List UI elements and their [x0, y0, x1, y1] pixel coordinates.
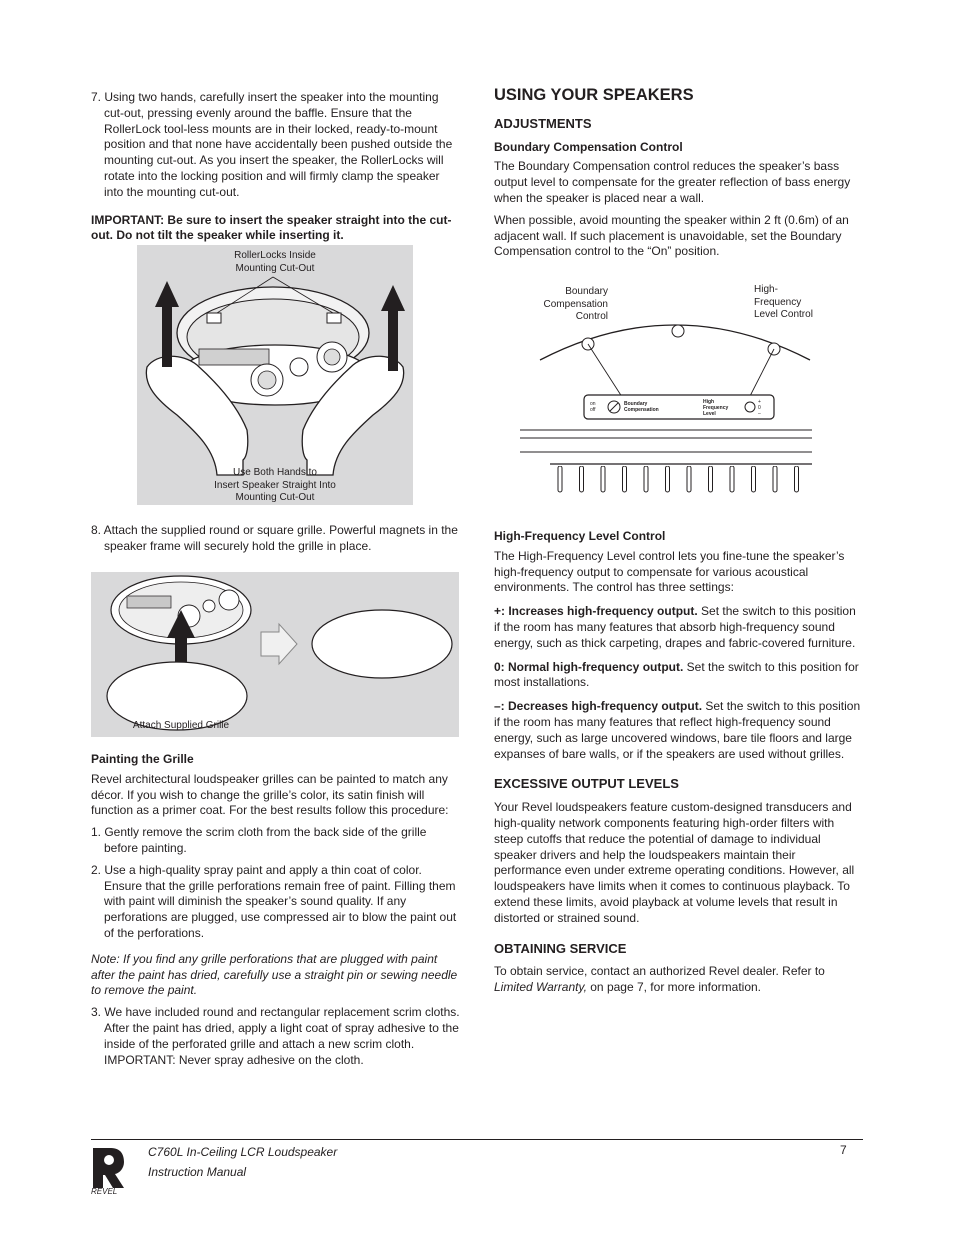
- hf-intro: The High-Frequency Level control lets you fine-tune the speaker’s high-frequency output to compensate for various acoustical environments. The control has three settings:: [494, 548, 845, 595]
- diag-boundary-label-text: Boundary Compensation Control: [543, 286, 608, 322]
- painting-intro: Revel architectural loudspeaker grilles can be painted to match any décor. If you wish to change the grille’s color, its satin finish will function as a primer coat. For the best results follow this procedure:: [91, 771, 449, 818]
- fig2-label: Attach Supplied Grille: [132, 720, 230, 731]
- paint-step-2: 2. Use a high-quality spray paint and apply a thin coat of color. Ensure that the grille perforations remain free of paint. Filling them with paint will diminish the speaker’s sound quality. If any perforations are plugged, use compressed air to blow the paint out of the perforations.: [91, 862, 457, 940]
- right-column: [494, 88, 864, 266]
- footer-manual: Instruction Manual: [148, 1165, 247, 1179]
- panel-plus: +: [758, 399, 761, 405]
- fig1-bottom-label-text: Use Both Hands to Insert Speaker Straight Into Mounting Cut-Out: [214, 467, 336, 503]
- panel-on-off: [590, 401, 596, 413]
- painting-heading: Painting the Grille: [91, 752, 194, 766]
- page-number: 7: [840, 1143, 847, 1157]
- service-heading: OBTAINING SERVICE: [494, 940, 627, 956]
- hf-zero-text: Set the switch to this position for most installations.: [494, 659, 859, 690]
- diag-hf-label: [754, 284, 824, 322]
- painting-section: [91, 752, 461, 1074]
- attach-grille-illustration: [91, 572, 459, 737]
- panel-zero: 0: [758, 405, 761, 411]
- hf-plus-text: Set the switch to this position if the room has many features that absorb high-frequency sound energy, such as thick carpeting, drapes and fabric-covered furniture.: [494, 604, 856, 650]
- insert-speaker-illustration: [137, 245, 413, 505]
- hf-zero: [494, 660, 864, 692]
- left-column: [91, 90, 461, 250]
- service-text-pre: To obtain service, contact an authorized Revel dealer. Refer to: [494, 964, 825, 979]
- panel-boundary-text: Boundary Compensation: [624, 401, 659, 413]
- figure-insert-speaker: [137, 245, 413, 505]
- excessive-heading: EXCESSIVE OUTPUT LEVELS: [494, 776, 679, 792]
- fig1-bottom-label: [177, 467, 373, 505]
- panel-high-text: High Frequency Level: [703, 399, 729, 417]
- hf-minus-label: –: Decreases high-frequency output.: [494, 699, 703, 714]
- excessive-text: Your Revel loudspeakers feature custom-designed transducers and high-quality network components featuring high-order filters with steep cutoffs that reduce the potential of damage to individual speaker drivers and help the loudspeakers maintain their performance even under extreme operating conditions. However, all loudspeakers have limits when it comes to continuous playback. To extend these limits, avoid playback at volume levels that result in distorted or strained sound.: [494, 800, 855, 925]
- figure-attach-grille: [91, 572, 459, 737]
- left-column-step8: [91, 523, 461, 561]
- section-title: USING YOUR SPEAKERS: [494, 86, 694, 104]
- hf-plus: [494, 604, 864, 651]
- step-8: 8. Attach the supplied round or square grille. Powerful magnets in the speaker frame will securely hold the grille in place.: [91, 523, 458, 553]
- adjustments-heading: ADJUSTMENTS: [494, 115, 592, 131]
- paint-step-3: 3. We have included round and rectangular replacement scrim cloths. After the paint has dried, apply a light coat of spray adhesive to the inside of the perforated grille and attach a new scrim cloth. IMPORTANT: Never spray adhesive on the cloth.: [91, 1005, 460, 1067]
- hf-plus-label: +: Increases high-frequency output.: [494, 604, 698, 619]
- hf-heading: High-Frequency Level Control: [494, 529, 666, 543]
- diag-hf-label-text: High- Frequency Level Control: [754, 284, 813, 320]
- panel-on: on: [590, 401, 596, 407]
- boundary-text-1: The Boundary Compensation control reduces the speaker’s bass output level to compensate for the greater reflection of bass energy when the speaker is placed near a wall.: [494, 159, 851, 205]
- paint-note: Note: If you find any grille perforations that are plugged with paint after the paint has dried, carefully use a straight pin or sewing needle to remove the paint.: [91, 951, 458, 998]
- hf-minus-text: Set the switch to this position if the room has many features that reflect high-frequency sound energy, such as large uncovered windows, bare tile floors and large expanses of bare walls, or if the speakers are used without grilles.: [494, 699, 861, 761]
- panel-minus: –: [758, 411, 761, 417]
- revel-logo: [91, 1146, 125, 1198]
- speaker-perforation-row: [554, 466, 814, 496]
- diag-boundary-label: [532, 286, 608, 324]
- revel-logo-text: REVEL: [91, 1187, 118, 1196]
- service-text: [494, 964, 864, 996]
- footer-rule: [91, 1139, 863, 1140]
- important-note: IMPORTANT: Be sure to insert the speaker straight into the cut-out. Do not tilt the speaker while inserting it.: [91, 212, 452, 243]
- panel-off: off: [590, 407, 596, 413]
- panel-settings: [758, 399, 761, 417]
- hf-zero-label: 0: Normal high-frequency output.: [494, 659, 684, 674]
- footer-product: C760L In-Ceiling LCR Loudspeaker: [148, 1145, 338, 1159]
- service-text-post: on page 7, for more information.: [586, 980, 762, 995]
- service-text-warranty: Limited Warranty,: [494, 980, 587, 995]
- boundary-text-2: When possible, avoid mounting the speaker within 2 ft (0.6m) of an adjacent wall. If such placement is unavoidable, set the Boundary Compensation control to the “On” position.: [494, 212, 849, 259]
- controls-diagram: [510, 282, 820, 502]
- step-7: 7. Using two hands, carefully insert the speaker into the mounting cut-out, pressing evenly around the baffle. Ensure that the RollerLock tool-less mounts are in their locked, ready-to-mount position and that none have accidentally been pushed outside the mounting cut-out. As you insert the speaker, the RollerLocks will rotate into the locking position and will firmly clamp the speaker into the mounting cut-out.: [91, 90, 453, 199]
- boundary-heading: Boundary Compensation Control: [494, 139, 683, 154]
- fig1-top-label-text: RollerLocks Inside Mounting Cut-Out: [234, 250, 316, 274]
- hf-minus: [494, 699, 864, 762]
- hf-section: [494, 529, 864, 1002]
- fig1-top-label: [207, 250, 343, 275]
- paint-step-1: 1. Gently remove the scrim cloth from the back side of the grille before painting.: [91, 825, 427, 855]
